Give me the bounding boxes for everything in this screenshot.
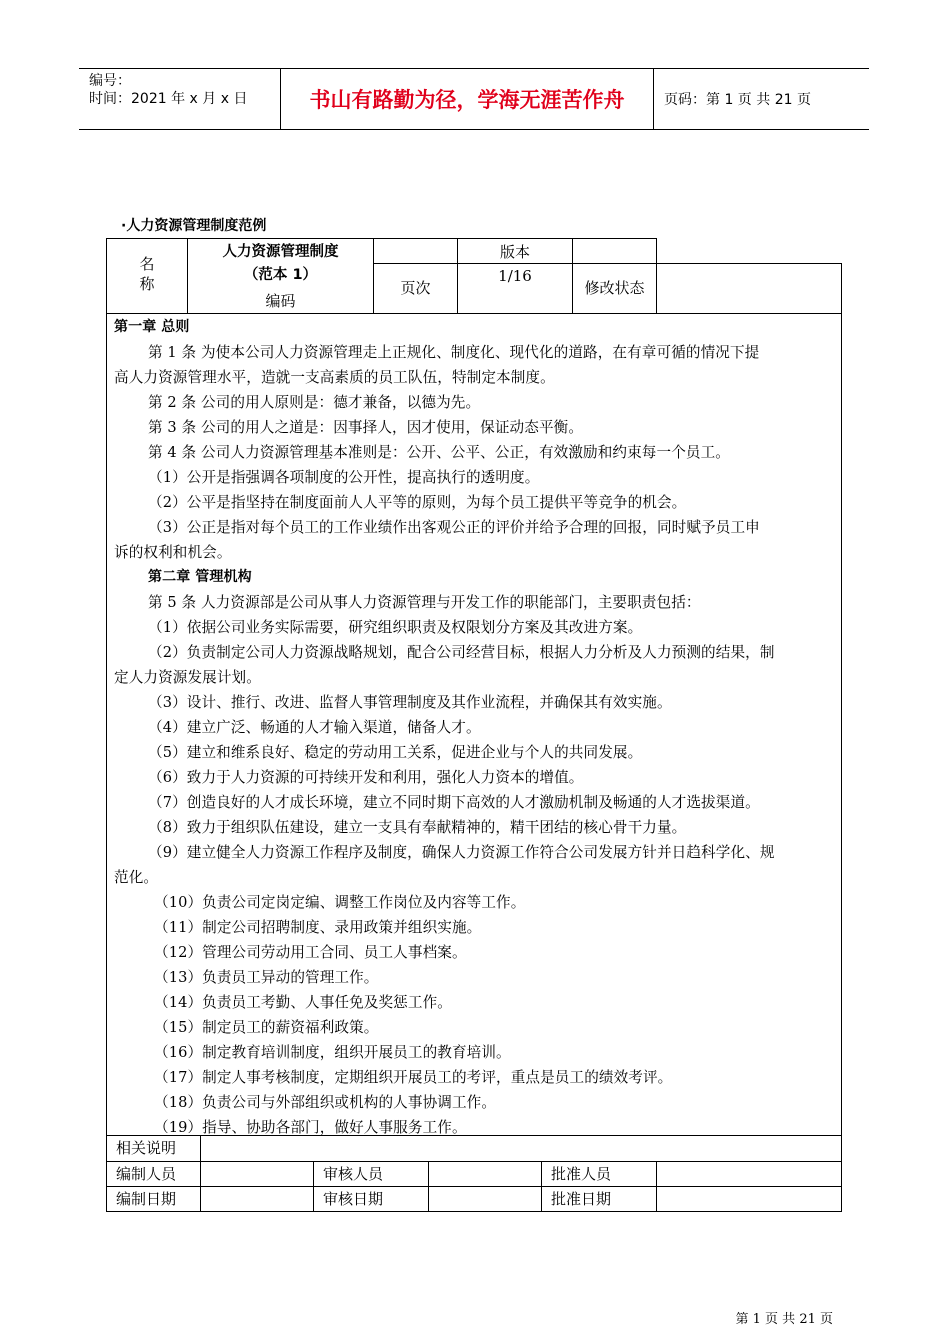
table-border (841, 263, 842, 1212)
code-label: 编码 (265, 292, 296, 310)
article-line: 第 4 条 公司人力资源管理基本准则是：公开、公平、公正，有效激励和约束每一个员工。 (148, 444, 730, 461)
approved-date-label: 批准日期 (551, 1190, 612, 1208)
list-item: （8）致力于组织队伍建设，建立一支具有奉献精神的，精干团结的核心骨干力量。 (148, 819, 687, 836)
chapter-title: 第一章 总则 (114, 319, 190, 335)
table-border (106, 1211, 842, 1212)
chapter-title: 第二章 管理机构 (148, 569, 252, 585)
revision-label: 修改状态 (584, 279, 645, 297)
article-line: 第 2 条 公司的用人原则是：德才兼备，以德为先。 (148, 394, 481, 411)
page-header (79, 68, 869, 130)
list-item: （12）管理公司劳动用工合同、员工人事档案。 (154, 944, 467, 961)
list-item: （13）负责员工异动的管理工作。 (154, 969, 379, 986)
doc-name (188, 241, 373, 287)
table-border (572, 238, 573, 314)
list-item: （15）制定员工的薪资福利政策。 (154, 1019, 379, 1036)
doc-name-line: （范本 1） (243, 267, 318, 283)
header-left-block (89, 72, 247, 108)
page-label: 页次 (400, 279, 431, 297)
list-item: （18）负责公司与外部组织或机构的人事协调工作。 (154, 1094, 497, 1111)
list-item: （17）制定人事考核制度，定期组织开展员工的考评，重点是员工的绩效考评。 (154, 1069, 673, 1086)
notes-label: 相关说明 (116, 1139, 177, 1157)
table-border (200, 1135, 201, 1212)
name-label-char: 称 (139, 275, 155, 293)
list-item: 诉的权利和机会。 (114, 544, 232, 561)
table-border (106, 313, 842, 314)
list-item: （11）制定公司招聘制度、录用政策并组织实施。 (154, 919, 482, 936)
table-border (428, 1161, 429, 1212)
list-item: 范化。 (114, 869, 159, 886)
table-border (656, 238, 657, 314)
reviewed-date-label: 审核日期 (323, 1190, 384, 1208)
approved-by-label: 批准人员 (551, 1165, 612, 1183)
header-page-info: 页码：第 1 页 共 21 页 (664, 92, 811, 108)
article-line: 第 1 条 为使本公司人力资源管理走上正规化、制度化、现代化的道路，在有章可循的情况下提 (148, 344, 760, 361)
article-line: 第 5 条 人力资源部是公司从事人力资源管理与开发工作的职能部门，主要职责包括： (148, 594, 701, 611)
list-item: （2）负责制定公司人力资源战略规划，配合公司经营目标，根据人力分析及人力预测的结果，制 (148, 644, 775, 661)
date-line: 时间：2021 年 x 月 x 日 (89, 91, 248, 107)
page-footer: 第 1 页 共 21 页 (735, 1312, 833, 1327)
version-label: 版本 (499, 243, 530, 261)
table-border (373, 263, 842, 264)
prepared-date-label: 编制日期 (116, 1190, 177, 1208)
page-value: 1/16 (498, 267, 532, 285)
list-item: （10）负责公司定岗定编、调整工作岗位及内容等工作。 (154, 894, 526, 911)
doc-name-line: 人力资源管理制度 (222, 244, 339, 260)
list-item: （7）创造良好的人才成长环境，建立不同时期下高效的人才激励机制及畅通的人才选拔渠道。 (148, 794, 760, 811)
code-label: 编号： (89, 73, 131, 89)
prepared-by-label: 编制人员 (116, 1165, 177, 1183)
header-divider (653, 69, 654, 129)
name-label-char: 名 (139, 255, 155, 273)
list-item: （1）依据公司业务实际需要，研究组织职责及权限划分方案及其改进方案。 (148, 619, 643, 636)
table-border (373, 238, 374, 314)
table-border (313, 1161, 314, 1212)
table-border (106, 1161, 842, 1162)
document-title: ·人力资源管理制度范例 (121, 218, 267, 234)
list-item: （3）公正是指对每个员工的工作业绩作出客观公正的评价并给予合理的回报，同时赋予员工申 (148, 519, 760, 536)
motto: 书山有路勤为径，学海无涯苦作舟 (309, 88, 625, 112)
table-border (106, 1186, 842, 1187)
table-border (656, 1161, 657, 1212)
list-item: （14）负责员工考勤、人事任免及奖惩工作。 (154, 994, 452, 1011)
table-border (541, 1161, 542, 1212)
list-item: （4）建立广泛、畅通的人才输入渠道，储备人才。 (148, 719, 481, 736)
article-line: 高人力资源管理水平，造就一支高素质的员工队伍，特制定本制度。 (114, 369, 555, 386)
list-item: （6）致力于人力资源的可持续开发和利用，强化人力资本的增值。 (148, 769, 584, 786)
reviewed-by-label: 审核人员 (323, 1165, 384, 1183)
list-item: 定人力资源发展计划。 (114, 669, 261, 686)
list-item: （9）建立健全人力资源工作程序及制度，确保人力资源工作符合公司发展方针并日趋科学化、规 (148, 844, 775, 861)
list-item: （16）制定教育培训制度，组织开展员工的教育培训。 (154, 1044, 511, 1061)
table-border (106, 238, 107, 1212)
list-item: （1）公开是指强调各项制度的公开性，提高执行的透明度。 (148, 469, 540, 486)
body-content (114, 315, 836, 1140)
list-item: （2）公平是指坚持在制度面前人人平等的原则，为每个员工提供平等竞争的机会。 (148, 494, 687, 511)
list-item: （3）设计、推行、改进、监督人事管理制度及其作业流程，并确保其有效实施。 (148, 694, 672, 711)
article-line: 第 3 条 公司的用人之道是：因事择人，因才使用，保证动态平衡。 (148, 419, 584, 436)
table-border (106, 238, 657, 239)
list-item: （5）建立和维系良好、稳定的劳动用工关系，促进企业与个人的共同发展。 (148, 744, 643, 761)
list-item: （19）指导、协助各部门，做好人事服务工作。 (154, 1119, 467, 1136)
name-label (106, 254, 188, 294)
